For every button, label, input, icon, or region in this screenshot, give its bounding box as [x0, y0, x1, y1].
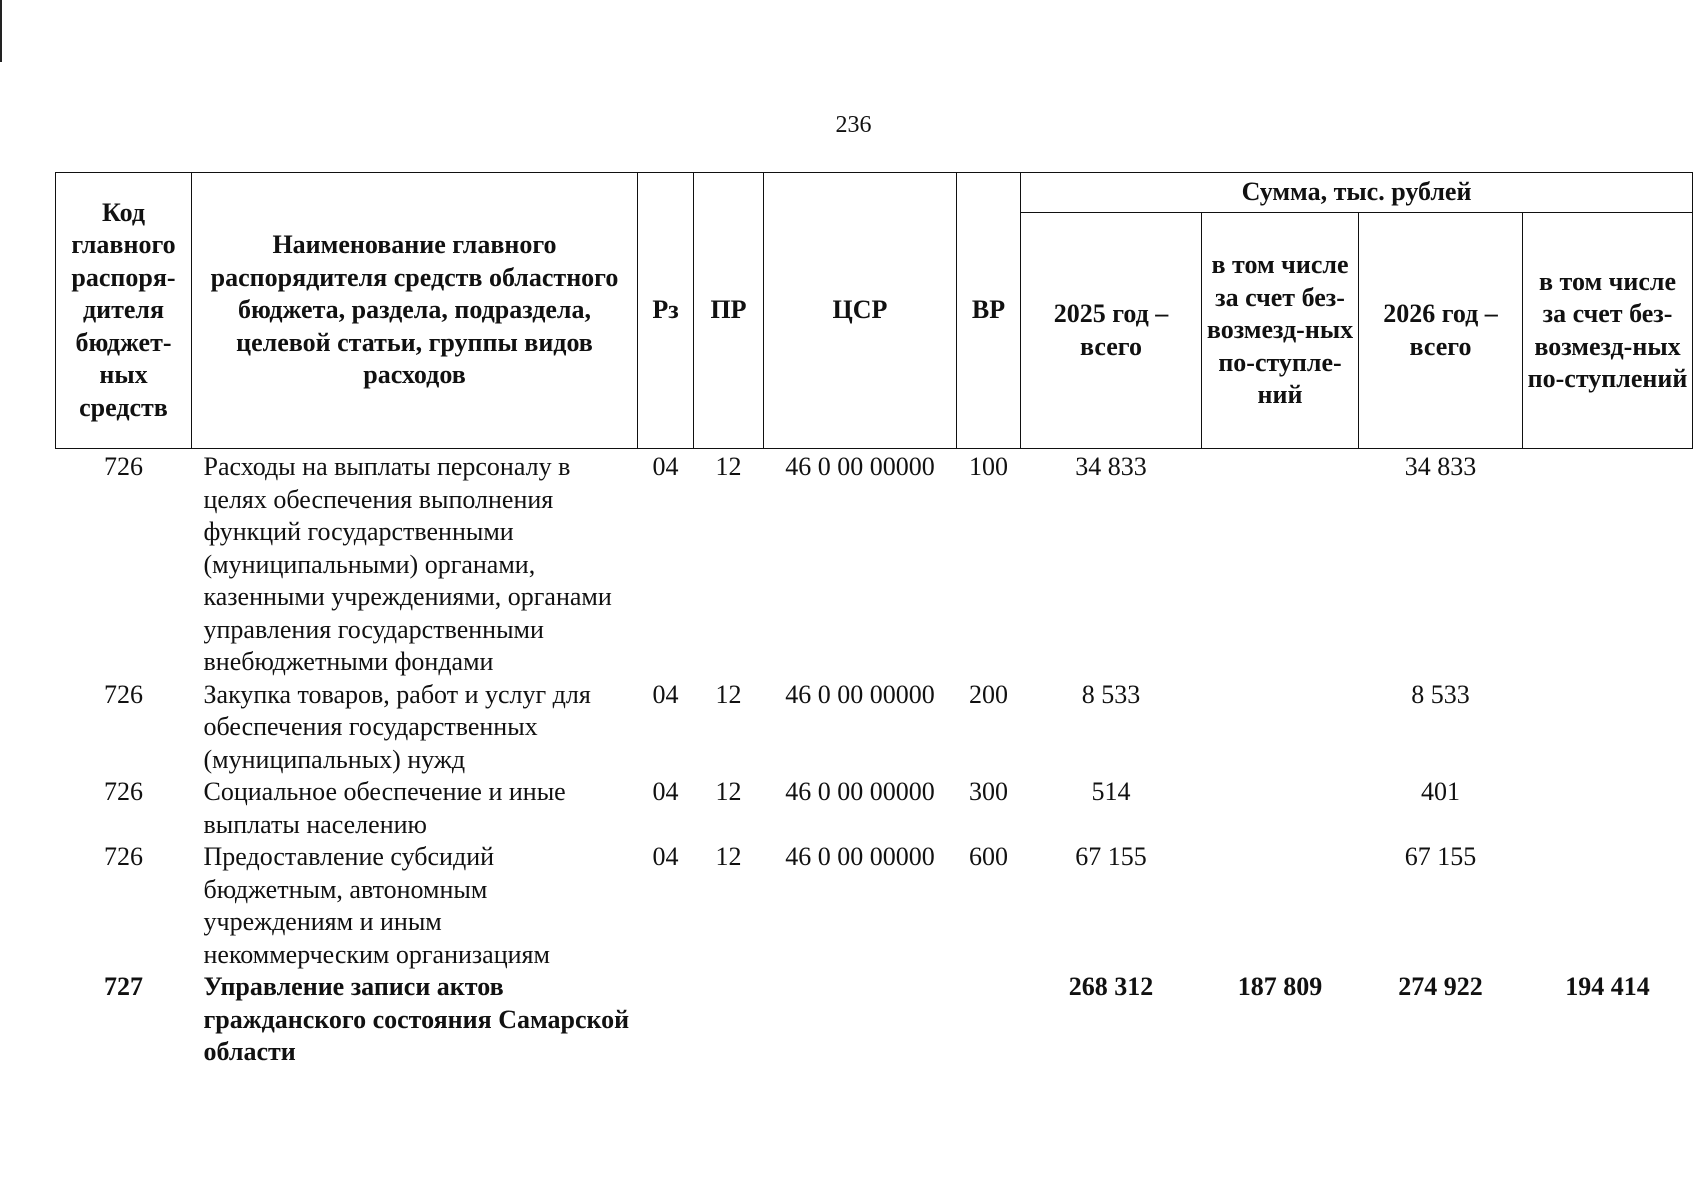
- cell-2025-total: 8 533: [1081, 679, 1141, 709]
- header-name: Наименование главного распорядителя средств областного бюджета, раздела, подраздела, целевой статьи, группы видов расходов: [192, 173, 638, 449]
- cell-code: 726: [104, 777, 143, 806]
- cell-vr: 100: [969, 452, 1008, 481]
- cell-name: Закупка товаров, работ и услуг для обеспечения государственных (муниципальных) нужд: [203, 679, 591, 774]
- cell-2025-total: 514: [1091, 777, 1131, 806]
- header-sum-group: Сумма, тыс. рублей: [1021, 173, 1693, 213]
- table-row: [56, 679, 1693, 777]
- cell-2025-total: 67 155: [1075, 842, 1147, 871]
- table-row: [56, 841, 1693, 971]
- header-rz: Рз: [638, 173, 694, 449]
- cell-name: Социальное обеспечение и иные выплаты населению: [203, 777, 566, 839]
- cell-2025-gratuitous: [1202, 449, 1359, 679]
- cell-2025-gratuitous: [1202, 679, 1359, 777]
- cell-pr: 12: [715, 679, 742, 709]
- cell-2025-gratuitous: 187 809: [1237, 972, 1323, 1001]
- cell-rz: 04: [652, 842, 679, 871]
- cell-2025-total: 268 312: [1068, 972, 1154, 1001]
- header-2025-gratuitous: в том числе за счет без-возмезд-ных по-ступле-ний: [1202, 213, 1359, 449]
- cell-rz: 04: [652, 777, 679, 806]
- header-csr: ЦСР: [764, 173, 957, 449]
- cell-vr: 300: [969, 777, 1008, 806]
- header-2026-gratuitous: в том числе за счет без-возмезд-ных по-ступлений: [1523, 213, 1693, 449]
- cell-pr: 12: [715, 777, 742, 806]
- header-2026-total: 2026 год – всего: [1359, 213, 1523, 449]
- cell-code: 727: [104, 972, 143, 1001]
- cell-2026-total: 274 922: [1398, 972, 1483, 1001]
- header-code: Код главного распоря-дителя бюджет-ных средств: [56, 173, 192, 449]
- cell-pr: 12: [715, 452, 742, 481]
- header-2025-total: 2025 год – всего: [1021, 213, 1202, 449]
- table-row: [56, 449, 1693, 679]
- cell-csr: 46 0 00 00000: [785, 842, 935, 871]
- budget-table: [55, 172, 1693, 1069]
- cell-2026-gratuitous: [1523, 776, 1693, 841]
- cell-2026-total: 34 833: [1404, 452, 1477, 481]
- cell-2026-total: 67 155: [1404, 842, 1477, 871]
- header-vr: ВР: [957, 173, 1021, 449]
- cell-code: 726: [104, 452, 143, 481]
- table-body: [56, 449, 1693, 1069]
- cell-2025-gratuitous: [1202, 841, 1359, 971]
- cell-pr: 12: [715, 842, 742, 871]
- cell-2026-total: 401: [1421, 777, 1460, 806]
- table-header: [56, 173, 1693, 449]
- cell-csr: 46 0 00 00000: [785, 452, 935, 481]
- cell-name: Управление записи актов гражданского состояния Самарской области: [203, 972, 630, 1066]
- cell-2026-gratuitous: [1523, 841, 1693, 971]
- table-row: [56, 971, 1693, 1069]
- cell-rz: [638, 971, 694, 1069]
- cell-2026-gratuitous: 194 414: [1565, 972, 1650, 1001]
- page-number: 236: [835, 112, 872, 138]
- cell-2026-gratuitous: [1523, 449, 1693, 679]
- cell-name: Расходы на выплаты персоналу в целях обеспечения выполнения функций государственными (муниципальными) органами, казенными учреждениями, органами управления государственными внебюджетными фондами: [203, 452, 612, 676]
- cell-vr: [957, 971, 1021, 1069]
- table-row: [56, 776, 1693, 841]
- header-pr: ПР: [694, 173, 764, 449]
- cell-2025-gratuitous: [1202, 776, 1359, 841]
- cell-rz: 04: [652, 452, 679, 481]
- cell-vr: 600: [969, 842, 1008, 871]
- cell-2026-total: 8 533: [1411, 679, 1470, 709]
- cell-pr: [694, 971, 764, 1069]
- cell-code: 726: [104, 679, 143, 709]
- cell-csr: 46 0 00 00000: [785, 679, 935, 709]
- scan-edge-mark: [0, 0, 2, 62]
- cell-vr: 200: [969, 679, 1008, 709]
- cell-csr: [764, 971, 957, 1069]
- cell-2026-gratuitous: [1523, 679, 1693, 777]
- cell-name: Предоставление субсидий бюджетным, автономным учреждениям и иным некоммерческим организациям: [203, 842, 550, 969]
- cell-csr: 46 0 00 00000: [785, 777, 935, 806]
- cell-rz: 04: [652, 679, 679, 709]
- cell-code: 726: [104, 842, 143, 871]
- cell-2025-total: 34 833: [1075, 452, 1147, 481]
